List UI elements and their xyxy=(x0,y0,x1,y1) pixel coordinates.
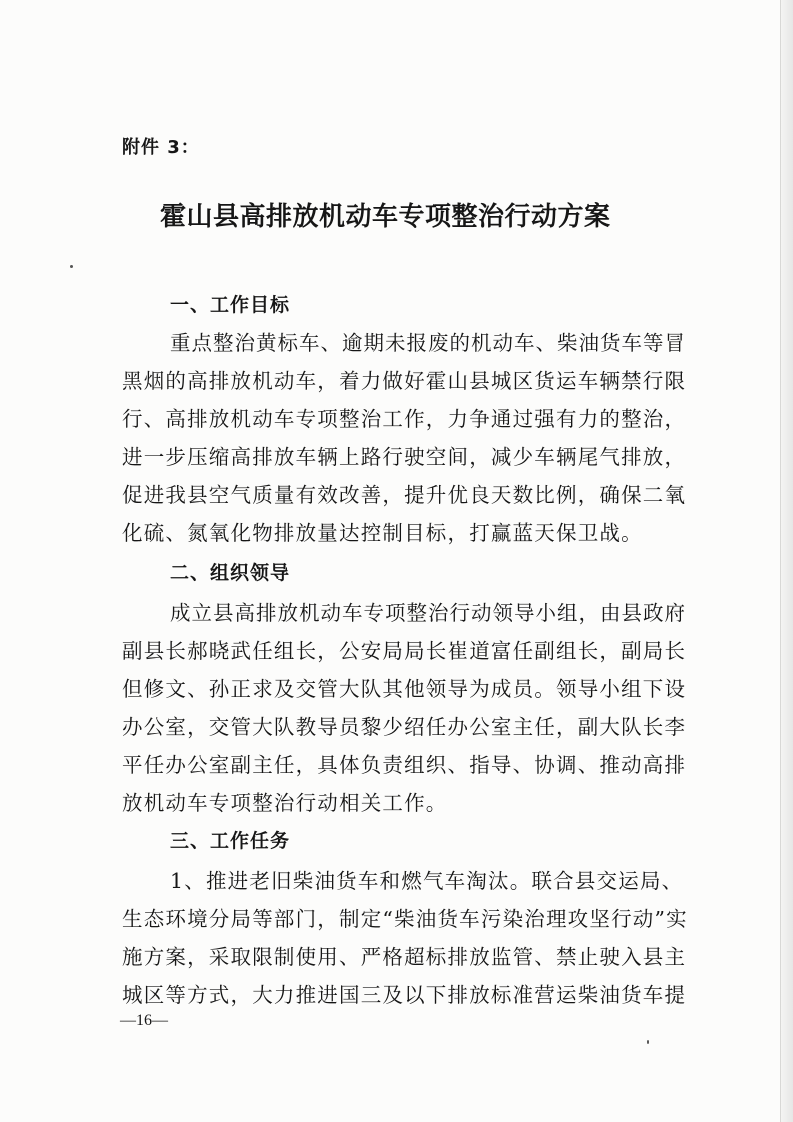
paragraph-line: 1、推进老旧柴油货车和燃气车淘汰。联合县交运局、 xyxy=(170,869,684,893)
paragraph-line: 黑烟的高排放机动车，着力做好霍山县城区货运车辆禁行限 xyxy=(122,369,687,393)
section-heading-tasks: 三、工作任务 xyxy=(170,830,291,852)
paragraph-line: 办公室，交管大队教导员黎少绍任办公室主任，副大队长李 xyxy=(122,715,687,739)
paragraph-line: 副县长郝晓武任组长，公安局局长崔道富任副组长，副局长 xyxy=(122,639,687,663)
paragraph-line: 生态环境分局等部门，制定“柴油货车污染治理攻坚行动”实 xyxy=(122,907,688,931)
page-edge-shadow xyxy=(780,0,793,1122)
scan-speck xyxy=(647,1040,649,1044)
paragraph-line: 重点整治黄标车、逾期未报废的机动车、柴油货车等冒 xyxy=(170,331,686,355)
paragraph-line: 进一步压缩高排放车辆上路行驶空间，减少车辆尾气排放， xyxy=(122,445,687,469)
paragraph-line: 行、高排放机动车专项整治工作，力争通过强有力的整治， xyxy=(122,407,687,431)
section-heading-leadership: 二、组织领导 xyxy=(170,562,291,584)
paragraph-line: 施方案，采取限制使用、严格超标排放监管、禁止驶入县主 xyxy=(122,945,687,969)
document-title: 霍山县高排放机动车专项整治行动方案 xyxy=(160,202,611,232)
section-heading-goals: 一、工作目标 xyxy=(170,294,291,316)
paragraph-line: 但修文、孙正求及交管大队其他领导为成员。领导小组下设 xyxy=(122,677,687,701)
attachment-label: 附件 3： xyxy=(122,137,200,158)
paragraph-line: 平任办公室副主任，具体负责组织、指导、协调、推动高排 xyxy=(122,753,687,777)
scan-speck xyxy=(70,265,73,268)
paragraph-line: 促进我县空气质量有效改善，提升优良天数比例，确保二氧 xyxy=(122,483,687,507)
paragraph-line: 成立县高排放机动车专项整治行动领导小组，由县政府 xyxy=(170,601,686,625)
page-number: —16— xyxy=(120,1012,168,1029)
paragraph-line: 城区等方式，大力推进国三及以下排放标准营运柴油货车提 xyxy=(122,983,687,1007)
paragraph-line: 化硫、氮氧化物排放量达控制目标，打赢蓝天保卫战。 xyxy=(122,521,643,545)
paragraph-line: 放机动车专项整治行动相关工作。 xyxy=(122,791,448,815)
